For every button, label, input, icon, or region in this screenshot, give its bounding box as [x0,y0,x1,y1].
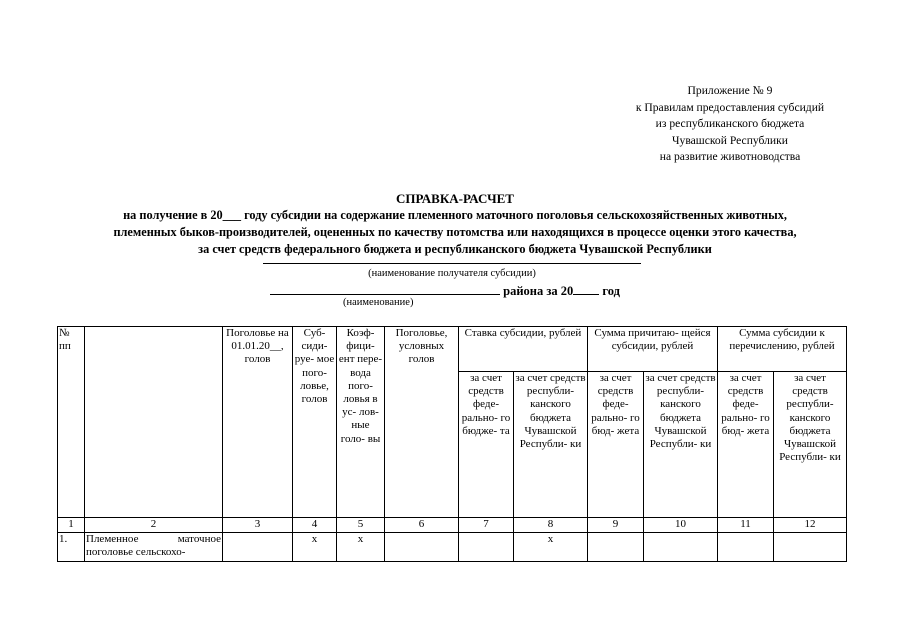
header-transfer-group: Сумма субсидии к перечислению, рублей [718,327,847,372]
table-row [58,533,847,562]
header-conditional: Поголовье, условных голов [385,327,459,518]
raion-caption: (наименование) [343,297,414,308]
column-number: 2 [85,518,223,533]
column-number: 12 [774,518,847,533]
recipient-blank-line [263,263,641,264]
recipient-caption: (наименование получателя субсидии) [368,268,536,279]
row-cell [718,533,774,562]
column-number: 3 [223,518,293,533]
column-number: 4 [293,518,337,533]
row-num: 1. [58,533,85,562]
header-due-republic: за счет средств республи- канского бюджета Чувашской Республи- ки [644,372,718,518]
header-due-federal: за счет средств феде- рально- го бюд- жета [588,372,644,518]
row-cell: x [514,533,588,562]
row-cell [774,533,847,562]
title-line: племенных быков-производителей, оцененных по качеству потомства или находящихся в процессе оценки этого качества, [113,225,797,239]
column-number: 8 [514,518,588,533]
table-header-row [58,327,847,372]
appendix-line: к Правилам предоставления субсидий [635,100,825,114]
header-rate-group: Ставка субсидии, рублей [459,327,588,372]
row-cell [459,533,514,562]
title-line: за счет средств федерального бюджета и республиканского бюджета Чувашской Республики [198,242,712,256]
header-livestock: Поголовье на 01.01.20__, голов [223,327,293,518]
row-cell: x [293,533,337,562]
header-due-group: Сумма причитаю- щейся субсидии, рублей [588,327,718,372]
raion-name-blank [270,283,500,295]
title-heading: СПРАВКА-РАСЧЕТ [396,191,514,206]
appendix-line: Чувашской Республики [672,133,788,147]
header-name [85,327,223,518]
row-cell [588,533,644,562]
header-rate-republic: за счет средств республи- канского бюджета Чувашской Республи- ки [514,372,588,518]
row-cell [385,533,459,562]
column-number: 10 [644,518,718,533]
column-number: 5 [337,518,385,533]
column-number-row [58,518,847,533]
raion-text-a: района за 20 [503,284,574,298]
row-name: Племенное маточное поголовье сельскохо- [85,533,223,562]
appendix-line: на развитие животноводства [659,150,801,163]
row-cell [644,533,718,562]
year-blank [573,283,599,295]
header-rate-federal: за счет средств феде- рально- го бюдже- та [459,372,514,518]
appendix-block [560,83,900,166]
header-transfer-republic: за счет средств республи- канского бюджета Чувашской Республи- ки [774,372,847,518]
header-transfer-federal: за счет средств феде- рально- го бюд- жета [718,372,774,518]
raion-text-b: год [602,284,620,298]
column-number: 6 [385,518,459,533]
row-cell [223,533,293,562]
appendix-line: из республиканского бюджета [655,117,805,130]
column-number: 1 [58,518,85,533]
appendix-line: Приложение № 9 [687,84,773,97]
raion-line [270,283,620,299]
column-number: 7 [459,518,514,533]
document-title [40,190,870,258]
row-cell: x [337,533,385,562]
header-num: № пп [58,327,85,518]
subsidy-table [57,326,847,562]
column-number: 9 [588,518,644,533]
title-line: на получение в 20___ году субсидии на содержание племенного маточного поголовья сельскохозяйственных животных, [123,208,787,222]
column-number: 11 [718,518,774,533]
header-coefficient: Коэф- фици- ент пере- вода пого- ловья в ус- лов- ные голо- вы [337,327,385,518]
header-subsidized: Суб- сиди- руе- мое пого- ловье, голов [293,327,337,518]
